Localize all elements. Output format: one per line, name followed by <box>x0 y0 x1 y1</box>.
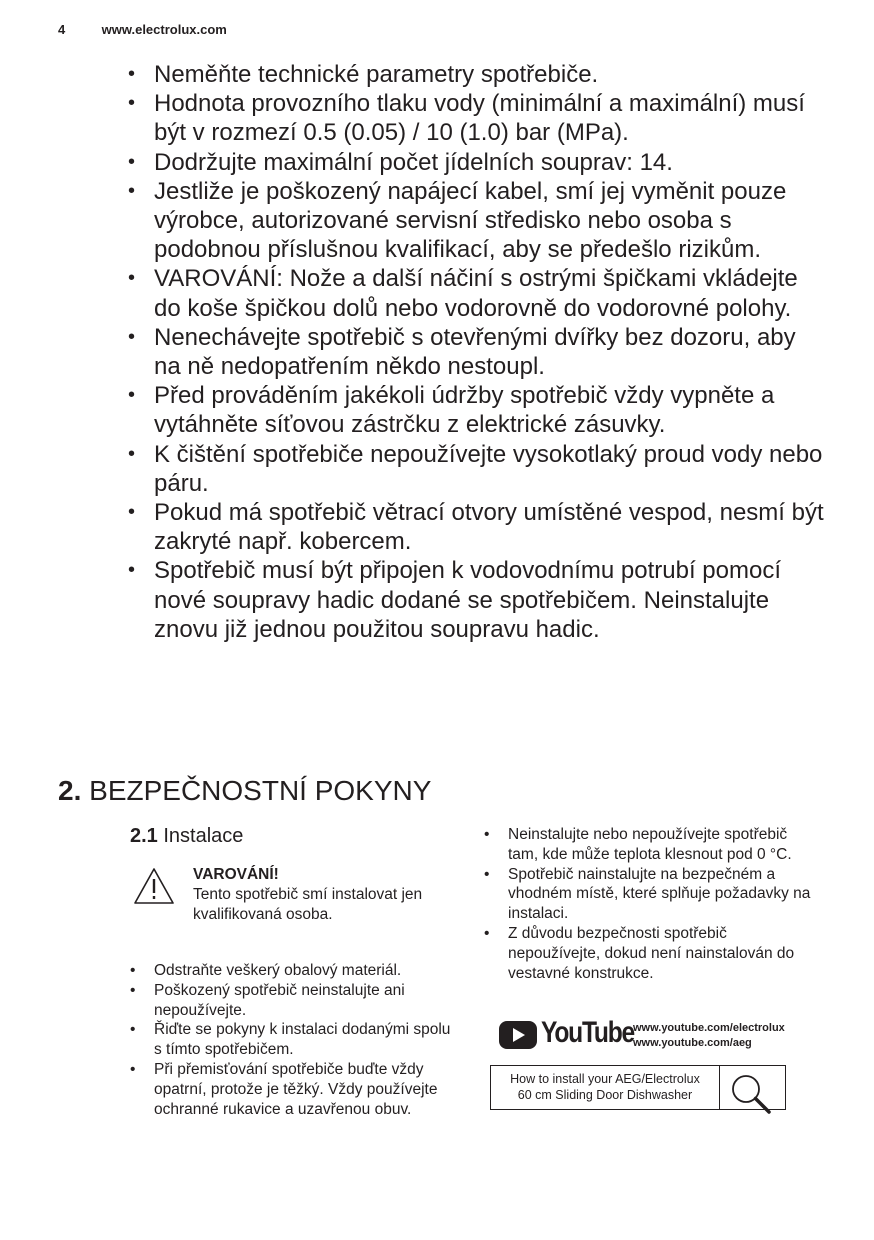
section-number: 2. <box>58 775 82 806</box>
warning-triangle-icon <box>133 867 175 905</box>
installation-bullet-list-left <box>130 961 455 1119</box>
list-item: • VAROVÁNÍ: Nože a další náčiní s ostrými špičkami vkládejte do koše špičkou dolů nebo vodorovně do vodorovné polohy. <box>128 265 798 322</box>
top-bullet-list <box>128 60 828 644</box>
video-search-query: How to install your AEG/Electrolux 60 cm Sliding Door Dishwasher <box>510 1072 700 1102</box>
warning-title: VAROVÁNÍ! <box>193 866 279 883</box>
youtube-link-aeg[interactable]: www.youtube.com/aeg <box>633 1037 752 1049</box>
subsection-title-text: Instalace <box>163 825 244 847</box>
list-item: • Řiďte se pokyny k instalaci dodanými spolu s tímto spotřebičem. <box>130 1021 451 1059</box>
video-search-box[interactable] <box>490 1065 786 1110</box>
youtube-block <box>499 1018 799 1054</box>
list-item: • Z důvodu bezpečnosti spotřebič nepoužívejte, dokud není nainstalován do vestavné konstrukce. <box>484 924 795 982</box>
subsection-title <box>130 825 243 848</box>
subsection-number: 2.1 <box>130 825 158 847</box>
list-item: • K čištění spotřebiče nepoužívejte vysokotlaký proud vody nebo páru. <box>128 440 823 497</box>
youtube-link-electrolux[interactable]: www.youtube.com/electrolux <box>633 1022 785 1034</box>
list-item: • Spotřebič nainstalujte na bezpečném a vhodném místě, které splňuje požadavky na instalaci. <box>484 865 811 923</box>
list-item: • Poškozený spotřebič neinstalujte ani nepoužívejte. <box>130 981 405 1019</box>
divider <box>719 1066 720 1109</box>
warning-text-block <box>193 865 428 925</box>
list-item: • Dodržujte maximální počet jídelních souprav: 14. <box>128 148 673 176</box>
page-number: 4 <box>58 22 66 37</box>
list-item: • Spotřebič musí být připojen k vodovodnímu potrubí pomocí nové soupravy hadic dodané se spotřebičem. Neinstalujte znovu již jednou použitou soupravu hadic. <box>128 557 781 643</box>
search-icon[interactable] <box>727 1071 777 1119</box>
list-item: • Neměňte technické parametry spotřebiče. <box>128 61 599 88</box>
list-item: • Hodnota provozního tlaku vody (minimální a maximální) musí být v rozmezí 0.5 (0.05) / 10 (1.0) bar (MPa). <box>128 90 805 147</box>
section-title <box>58 775 431 807</box>
list-item: • Před prováděním jakékoli údržby spotřebič vždy vypněte a vytáhněte síťovou zástrčku z elektrické zásuvky. <box>128 382 775 439</box>
youtube-wordmark: YouTube <box>541 1016 634 1049</box>
list-item: • Při přemisťování spotřebiče buďte vždy opatrní, protože je těžký. Vždy používejte ochranné rukavice a uzavřenou obuv. <box>130 1060 438 1118</box>
list-item: • Odstraňte veškerý obalový materiál. <box>130 962 402 979</box>
list-item: • Neinstalujte nebo nepoužívejte spotřebič tam, kde může teplota klesnout pod 0 °C. <box>484 826 792 863</box>
page-header <box>58 22 227 37</box>
list-item: • Pokud má spotřebič větrací otvory umístěné vespod, nesmí být zakryté např. kobercem. <box>128 499 824 556</box>
list-item: • Jestliže je poškozený napájecí kabel, smí jej vyměnit pouze výrobce, autorizované servisní středisko nebo osoba s podobnou příslušnou kvalifikací, aby se předešlo rizikům. <box>128 177 787 264</box>
installation-bullet-list-right <box>484 825 819 983</box>
list-item: • Nenechávejte spotřebič s otevřenými dvířky bez dozoru, aby na ně nedopatřením někdo nestoupl. <box>128 323 796 381</box>
youtube-links <box>633 1021 785 1051</box>
section-title-text: BEZPEČNOSTNÍ POKYNY <box>89 775 432 806</box>
warning-message: Tento spotřebič smí instalovat jen kvalifikovaná osoba. <box>193 886 423 923</box>
youtube-play-icon <box>499 1021 537 1049</box>
website-link[interactable]: www.electrolux.com <box>101 22 227 37</box>
